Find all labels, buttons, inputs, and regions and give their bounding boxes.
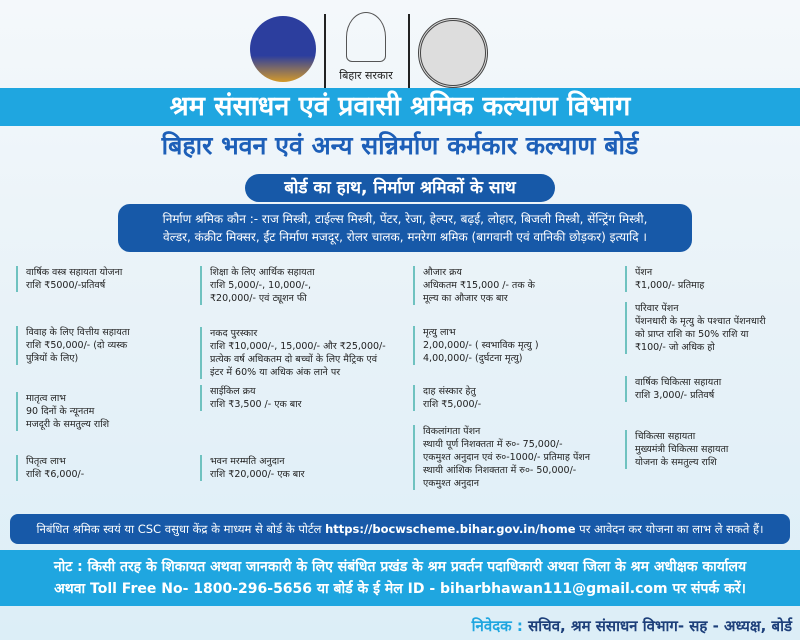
scheme-item [200,327,390,379]
note-line: अथवा Toll Free No- 1800-296-5656 या बोर्ड के ई मेल ID - biharbhawan111@gmail.com पर संपर्क करें। [54,581,746,597]
scheme-item [16,266,206,292]
scheme-detail: राशि ₹5000/-प्रतिवर्ष [26,280,106,291]
scheme-item [625,430,800,469]
scheme-title: मृत्यु लाभ [423,327,456,338]
note-band [0,550,800,606]
scheme-detail: पेंशनधारी के मृत्यु के पश्चात पेंशनधारी [635,316,766,327]
scheme-detail: स्थायी पूर्ण निशक्तता में रु०- 75,000/- [423,439,563,450]
department-logo [250,16,316,82]
scheme-detail: योजना के समतुल्य राशि [635,457,717,468]
scheme-detail: मुख्यमंत्री चिकित्सा सहायता [635,444,729,455]
scheme-item [413,266,618,305]
scheme-detail: ₹20,000/- एवं ट्यूशन फी [210,293,307,304]
scheme-item [413,326,618,365]
scheme-detail: स्थायी आंशिक निशक्तता में रु०- 50,000/- [423,465,577,476]
scheme-title: परिवार पेंशन [635,303,679,314]
scheme-detail: एकमुश्त अनुदान [423,478,480,489]
bodhi-tree-icon [346,12,386,62]
portal-text: पर आवेदन कर योजना का लाभ ले सकते हैं। [575,522,764,536]
scheme-title: भवन मरम्मति अनुदान [210,456,285,467]
scheme-title: पेंशन [635,267,653,278]
divider [408,14,410,88]
scheme-detail: राशि ₹6,000/- [26,469,85,480]
scheme-detail: इंटर में 60% या अधिक अंक लाने पर [210,367,341,378]
scheme-item [413,425,618,490]
scheme-detail: राशि 5,000/-, 10,000/-, [210,280,312,291]
scheme-item [16,326,206,365]
scheme-item [200,455,390,481]
divider [324,14,326,88]
scheme-title: शिक्षा के लिए आर्थिक सहायता [210,267,315,278]
scheme-detail: मजदूरी के समतुल्य राशि [26,419,110,430]
scheme-detail: मूल्य का औजार एक बार [423,293,508,304]
scheme-item [16,455,206,481]
scheme-detail: 2,00,000/- ( स्वभाविक मृत्यु ) [423,340,539,351]
emblem-label: बिहार सरकार [339,69,393,82]
bihar-emblem [330,12,402,88]
note-line: नोट : किसी तरह के शिकायत अथवा जानकारी के लिए संबंधित प्रखंड के श्रम प्रवर्तन पदाधिकारी अथवा जिला के श्रम अधीक्षक कार्यालय [53,559,747,575]
scheme-title: मातृत्व लाभ [26,393,66,404]
scheme-title: साईकिल क्रय [210,386,256,397]
scheme-item [16,392,206,431]
scheme-detail: राशि ₹50,000/- (दो व्यस्क [26,340,128,351]
scheme-detail: राशि 3,000/- प्रतिवर्ष [635,390,715,401]
scheme-detail: ₹100/- जो अधिक हो [635,342,715,353]
scheme-detail: राशि ₹5,000/- [423,399,482,410]
scheme-title: पितृत्व लाभ [26,456,66,467]
scheme-item [200,266,390,305]
scheme-title: औजार क्रय [423,267,462,278]
scheme-detail: राशि ₹10,000/-, 15,000/- और ₹25,000/- [210,341,386,352]
portal-text: निबंधित श्रमिक स्वयं या CSC वसुधा केंद्र के माध्यम से बोर्ड के पोर्टल [36,522,326,536]
scheme-detail: राशि ₹3,500 /- एक बार [210,399,302,410]
scheme-detail: को प्राप्त राशि का 50% राशि या [635,329,749,340]
issuer-text: सचिव, श्रम संसाधन विभाग- सह - अध्यक्ष, बोर्ड [522,617,792,635]
scheme-title: दाह संस्कार हेतु [423,386,476,397]
portal-info [10,514,790,544]
footer-issuer [472,616,792,636]
scheme-detail: राशि ₹20,000/- एक बार [210,469,305,480]
scheme-item [625,376,800,402]
workers-definition [118,204,692,252]
scheme-item [413,385,618,411]
scheme-title: वार्षिक चिकित्सा सहायता [635,377,722,388]
department-title: श्रम संसाधन एवं प्रवासी श्रमिक कल्याण विभाग [0,88,800,126]
board-title: बिहार भवन एवं अन्य सन्निर्माण कर्मकार कल्याण बोर्ड [161,131,639,160]
scheme-item [625,302,800,354]
logo-bar [240,4,560,88]
scheme-detail: पुत्रियों के लिए) [26,353,79,364]
scheme-title: विवाह के लिए वित्तीय सहायता [26,327,130,338]
scheme-title: नकद पुरस्कार [210,328,258,339]
tagline: बोर्ड का हाथ, निर्माण श्रमिकों के साथ [245,174,555,202]
scheme-title: विकलांगता पेंशन [423,426,481,437]
board-seal [418,18,488,88]
scheme-detail: एकमुश्त अनुदान एवं रु०-1000/- प्रतिमाह पेंशन [423,452,591,463]
issuer-label: निवेदक : [471,617,523,635]
portal-link[interactable]: https://bocwscheme.bihar.gov.in/home [325,522,576,536]
scheme-detail: 90 दिनों के न्यूनतम [26,406,95,417]
scheme-title: चिकित्सा सहायता [635,431,696,442]
scheme-item [200,385,390,411]
scheme-detail: 4,00,000/- (दुर्घटना मृत्यु) [423,353,523,364]
workers-line: वेल्डर, कंक्रीट मिक्सर, ईंट निर्माण मजदूर, रोलर चालक, मनरेगा श्रमिक (बागवानी एवं वानिकी छोड़कर) इत्यादि । [163,230,647,244]
scheme-title: वार्षिक वस्त्र सहायता योजना [26,267,123,278]
scheme-detail: प्रत्येक वर्ष अधिकतम दो बच्चों के लिए मैट्रिक एवं [210,354,378,365]
scheme-detail: ₹1,000/- प्रतिमाह [635,280,705,291]
scheme-detail: अधिकतम ₹15,000 /- तक के [423,280,535,291]
scheme-item [625,266,800,292]
workers-line: निर्माण श्रमिक कौन :- राज मिस्त्री, टाईल्स मिस्त्री, पेंटर, रेजा, हेल्पर, बढ़ई, लोहार, बिजली मिस्त्री, सेंन्ट्रिंग मिस्त्री, [162,212,648,226]
